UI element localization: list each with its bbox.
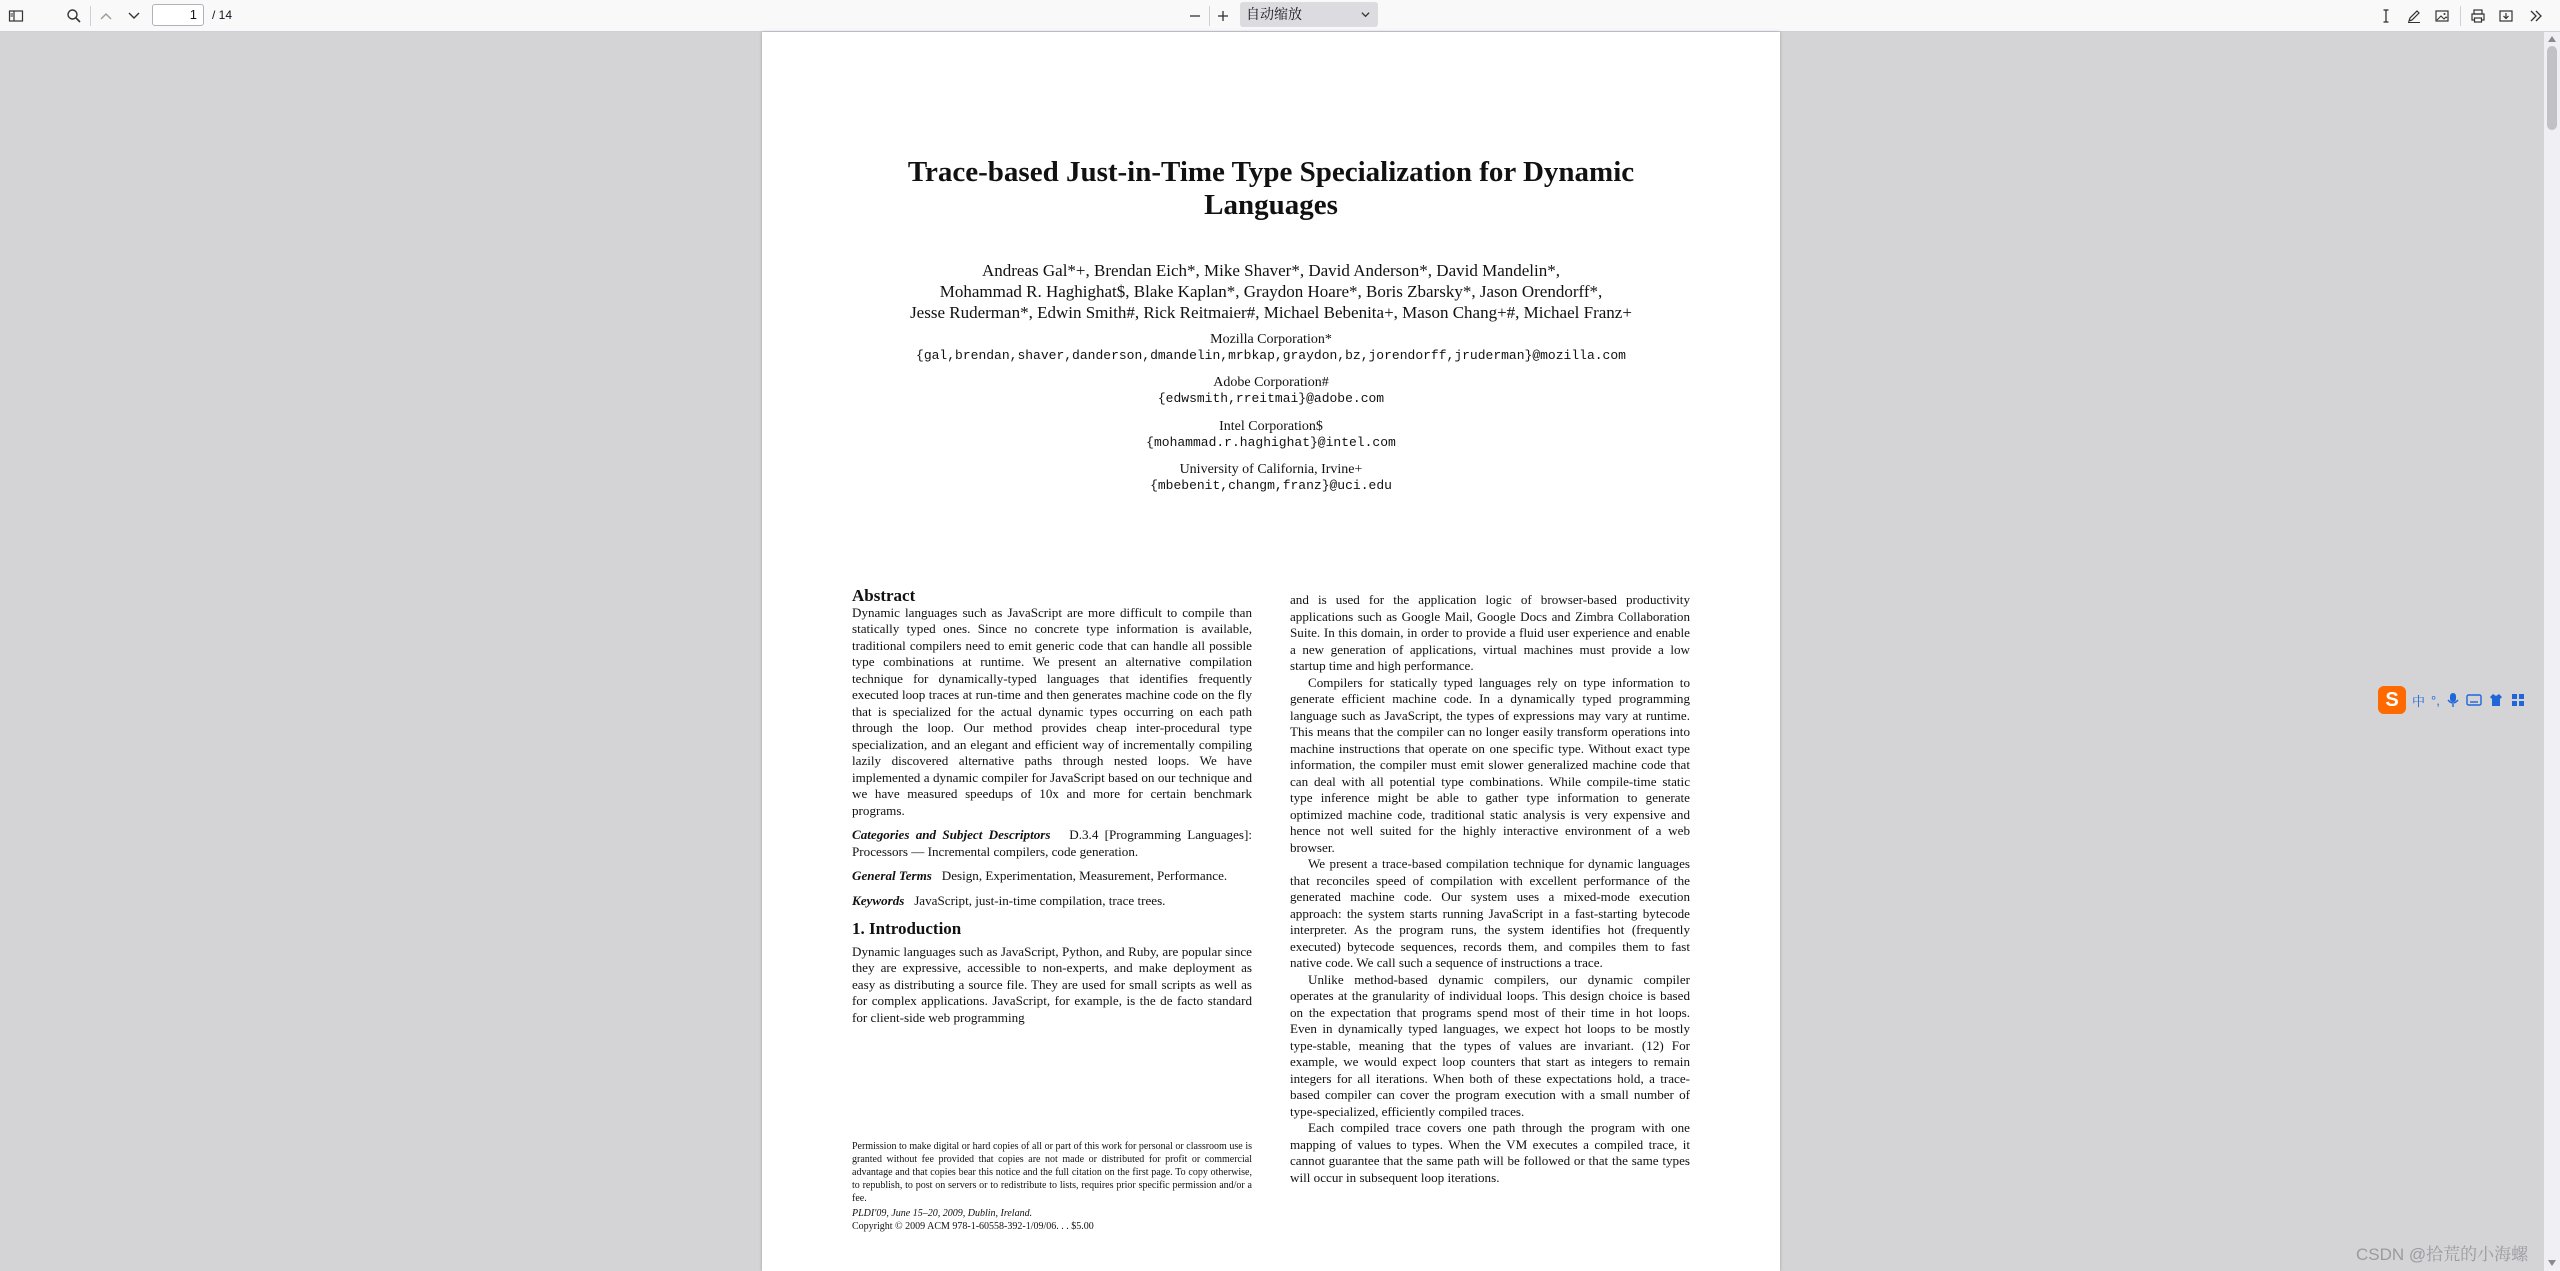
punctuation-icon[interactable]: °, bbox=[2431, 692, 2440, 708]
zoom-select[interactable] bbox=[1240, 2, 1378, 27]
affiliation-name: Adobe Corporation# bbox=[1213, 375, 1329, 390]
scroll-up-icon[interactable] bbox=[2547, 34, 2557, 44]
paragraph: Each compiled trace covers one path through the program with one mapping of values to types. When the VM executes a compiled trace, it cannot guarantee that the same path will be followed or that the same types will occur in subsequent loop iterations. bbox=[1290, 1120, 1690, 1185]
title-line: Languages bbox=[1204, 189, 1338, 221]
affiliation-email: {gal,brendan,shaver,danderson,dmandelin,mrbkap,graydon,bz,jorendorff,jruderman}@mozilla.com bbox=[916, 348, 1626, 363]
find-icon[interactable] bbox=[62, 4, 86, 28]
zoom-out-icon[interactable] bbox=[1183, 4, 1207, 28]
abstract-text: Dynamic languages such as JavaScript are more difficult to compile than statically typed ones. Since no concrete type information is available, traditional compilers need to emit generic code that can handle all possible type combinations at runtime. We present an alternative compilation technique for dynamically-typed languages that identifies frequently executed loop traces at run-time and then generates machine code on the fly that is specialized for the actual dynamic types occurring on each path through the loop. Our method provides cheap inter-procedural type specialization, and an elegant and efficient way of incrementally compiling lazily discovered alternative paths through nested loops. We have implemented a dynamic compiler for JavaScript based on our technique and we have measured speedups of 10x and more for certain benchmark programs. bbox=[852, 604, 1252, 818]
categories-label: Categories and Subject Descriptors bbox=[852, 827, 1051, 842]
paper-title bbox=[762, 156, 1780, 222]
affiliation-email: {edwsmith,rreitmai}@adobe.com bbox=[1157, 391, 1385, 406]
categories-text: D.3.4 [Programming Languages]: Processors — Incremental compilers, code generation. bbox=[852, 827, 1252, 859]
toolbox-icon[interactable] bbox=[2510, 692, 2526, 708]
footnote-text: Permission to make digital or hard copies of all or part of this work for personal or classroom use is granted without fee provided that copies are not made or distributed for profit or commercial advantage and that copies bear this notice and the full citation on the first page. To copy otherwise, to republish, to post on servers or to redistribute to lists, requires prior specific permission and/or a fee. bbox=[852, 1141, 1252, 1204]
authors-line: Mohammad R. Haghighat$, Blake Kaplan*, Graydon Hoare*, Boris Zbarsky*, Jason Orendorff*, bbox=[939, 282, 1603, 301]
scrollbar-thumb[interactable] bbox=[2547, 46, 2557, 130]
introduction-text: Dynamic languages such as JavaScript, Python, and Ruby, are popular since they are expressive, accessible to non-experts, and make deployment as easy as distributing a source file. They are used for small scripts as well as for complex applications. JavaScript, for example, is the de facto standard for client-side web programming bbox=[852, 943, 1252, 1025]
affiliation bbox=[762, 419, 1780, 450]
image-icon[interactable] bbox=[2430, 4, 2454, 28]
vertical-scrollbar[interactable] bbox=[2544, 32, 2560, 1271]
paragraph: Unlike method-based dynamic compilers, our dynamic compiler operates at the granularity of individual loops. This design choice is based on the expectation that programs spend most of their time in hot loops. Even in dynamically typed languages, we expect hot loops to be mostly type-stable, meaning that the types of values are invariant. (12) For example, we would expect loop counters that start as integers to remain integers for all iterations. When both of these expectations hold, a trace-based compiler can cover the program execution with a small number of type-specialized, efficiently compiled traces. bbox=[1290, 971, 1690, 1119]
affiliation bbox=[762, 332, 1780, 363]
next-page-icon[interactable] bbox=[122, 4, 146, 28]
footnote-venue: PLDI'09, June 15–20, 2009, Dublin, Ireland. bbox=[852, 1208, 1033, 1219]
page-number-input[interactable]: 1 bbox=[152, 4, 204, 26]
introduction-heading: 1. Introduction bbox=[852, 919, 962, 938]
pdf-page bbox=[762, 32, 1780, 1271]
pdf-toolbar bbox=[0, 0, 2560, 32]
toolbar-separator bbox=[90, 6, 91, 26]
categories bbox=[852, 827, 1252, 860]
keyboard-icon[interactable] bbox=[2466, 693, 2482, 707]
affiliation bbox=[762, 375, 1780, 406]
ime-language-toggle[interactable]: 中 bbox=[2412, 693, 2426, 709]
authors-line: Jesse Ruderman*, Edwin Smith#, Rick Reitmaier#, Michael Bebenita+, Mason Chang+#, Michael Franz+ bbox=[910, 303, 1632, 322]
skin-icon[interactable] bbox=[2488, 692, 2504, 708]
text-select-icon[interactable] bbox=[2374, 4, 2398, 28]
title-line: Trace-based Just-in-Time Type Specialization for Dynamic bbox=[907, 156, 1635, 188]
microphone-icon[interactable] bbox=[2446, 692, 2460, 708]
keywords-text: JavaScript, just-in-time compilation, trace trees. bbox=[914, 892, 1166, 908]
authors-line: Andreas Gal*+, Brendan Eich*, Mike Shaver*, David Anderson*, David Mandelin*, bbox=[981, 261, 1561, 280]
copyright-footnote bbox=[852, 1140, 1252, 1233]
affiliation-name: Mozilla Corporation* bbox=[1210, 332, 1332, 347]
paragraph: We present a trace-based compilation technique for dynamic languages that reconciles speed of compilation with excellent performance of the generated machine code. Our system uses a mixed-mode execution approach: the system starts running JavaScript in a fast-starting bytecode interpreter. As the program runs, the system identifies hot (frequently executed) bytecode sequences, records them, and compiles them to fast native code. We call such a sequence of instructions a trace. bbox=[1290, 856, 1690, 970]
footnote-copyright: Copyright © 2009 ACM 978-1-60558-392-1/09/06. . . $5.00 bbox=[852, 1221, 1094, 1232]
affiliation-name: Intel Corporation$ bbox=[1219, 419, 1323, 434]
abstract-heading: Abstract bbox=[852, 586, 916, 605]
paragraph: and is used for the application logic of browser-based productivity applications such as Google Mail, Google Docs and Zimbra Collaboration Suite. In this domain, in order to provide a fluid user experience and enable a new generation of applications, virtual machines must provide a low startup time and high performance. bbox=[1290, 592, 1690, 673]
general-terms bbox=[852, 868, 1252, 885]
draw-icon[interactable] bbox=[2402, 4, 2426, 28]
general-terms-label: General Terms bbox=[852, 868, 932, 883]
previous-page-icon[interactable] bbox=[94, 4, 118, 28]
ime-toolbar[interactable] bbox=[2378, 686, 2560, 714]
sidebar-toggle-icon[interactable] bbox=[4, 4, 28, 28]
right-column bbox=[1290, 592, 1690, 1186]
affiliation-email: {mbebenit,changm,franz}@uci.edu bbox=[1150, 478, 1392, 493]
toolbar-separator bbox=[2460, 6, 2461, 26]
sogou-logo-icon[interactable]: S bbox=[2378, 686, 2406, 714]
zoom-in-icon[interactable] bbox=[1211, 4, 1235, 28]
save-icon[interactable] bbox=[2494, 4, 2518, 28]
scroll-down-icon[interactable] bbox=[2547, 1258, 2557, 1268]
chevron-down-icon bbox=[1361, 10, 1370, 19]
toolbar-separator bbox=[1209, 6, 1210, 26]
left-column bbox=[852, 588, 1252, 1026]
keywords-label: Keywords bbox=[852, 892, 905, 908]
paragraph: Compilers for statically typed languages rely on type information to generate efficient machine code. In a dynamically typed programming language such as JavaScript, the types of expressions may vary at runtime. This means that the compiler can no longer easily transform operations into machine instructions that operate on one specific type. Without exact type information, the compiler must emit slower generalized machine code that can deal with all potential type combinations. While compile-time static type inference might be able to gather type information to generate optimized machine code, traditional static analysis is very expensive and hence not well suited for the highly interactive environment of a web browser. bbox=[1290, 674, 1690, 855]
watermark: CSDN @拾荒的小海螺 bbox=[2356, 1245, 2529, 1264]
keywords bbox=[852, 893, 1252, 910]
affiliation-name: University of California, Irvine+ bbox=[1179, 462, 1363, 477]
zoom-select-label: 自动缩放 bbox=[1246, 6, 1302, 22]
general-terms-text: Design, Experimentation, Measurement, Performance. bbox=[941, 868, 1228, 883]
print-icon[interactable] bbox=[2466, 4, 2490, 28]
page-count: / 14 bbox=[212, 8, 233, 22]
affiliation-email: {mohammad.r.haghighat}@intel.com bbox=[1146, 435, 1396, 450]
more-tools-icon[interactable] bbox=[2524, 4, 2548, 28]
authors bbox=[762, 260, 1780, 323]
affiliation bbox=[762, 462, 1780, 493]
